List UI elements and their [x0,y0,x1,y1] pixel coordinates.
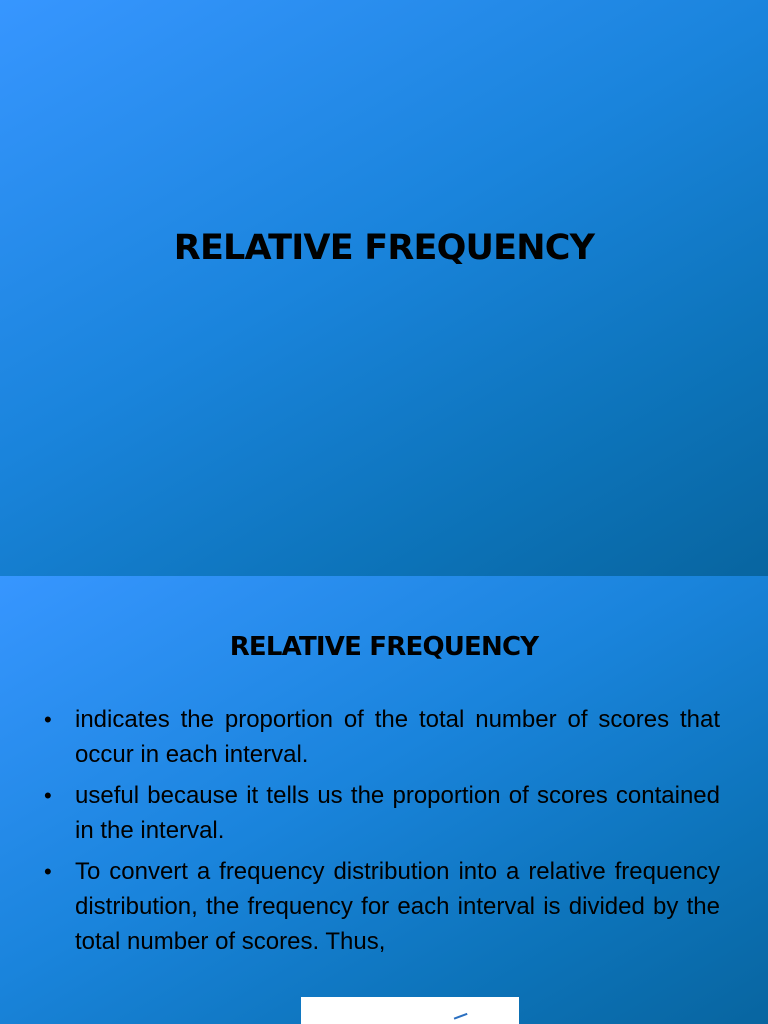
bullet-text: useful because it tells us the proportion of scores contained in the interval. [75,782,720,844]
bullet-dot-icon: • [44,707,52,732]
bullet-text: indicates the proportion of the total number of scores that occur in each interval. [75,706,720,768]
slide-heading: RELATIVE FREQUENCY [229,632,539,662]
formula-fragment-icon [454,1013,471,1024]
slide-title: RELATIVE FREQUENCY [173,228,595,268]
content-slide [0,576,768,1024]
bullet-dot-icon: • [44,859,52,884]
formula-image [301,997,519,1024]
bullet-dot-icon: • [44,783,52,808]
bullet-text: To convert a frequency distribution into a relative frequency distribution, the frequency for each interval is divided by the total number of scores. Thus, [75,858,720,955]
bullet-list [0,702,768,965]
bullet-item [44,778,720,848]
bullet-item [44,702,720,772]
bullet-item [44,854,720,959]
